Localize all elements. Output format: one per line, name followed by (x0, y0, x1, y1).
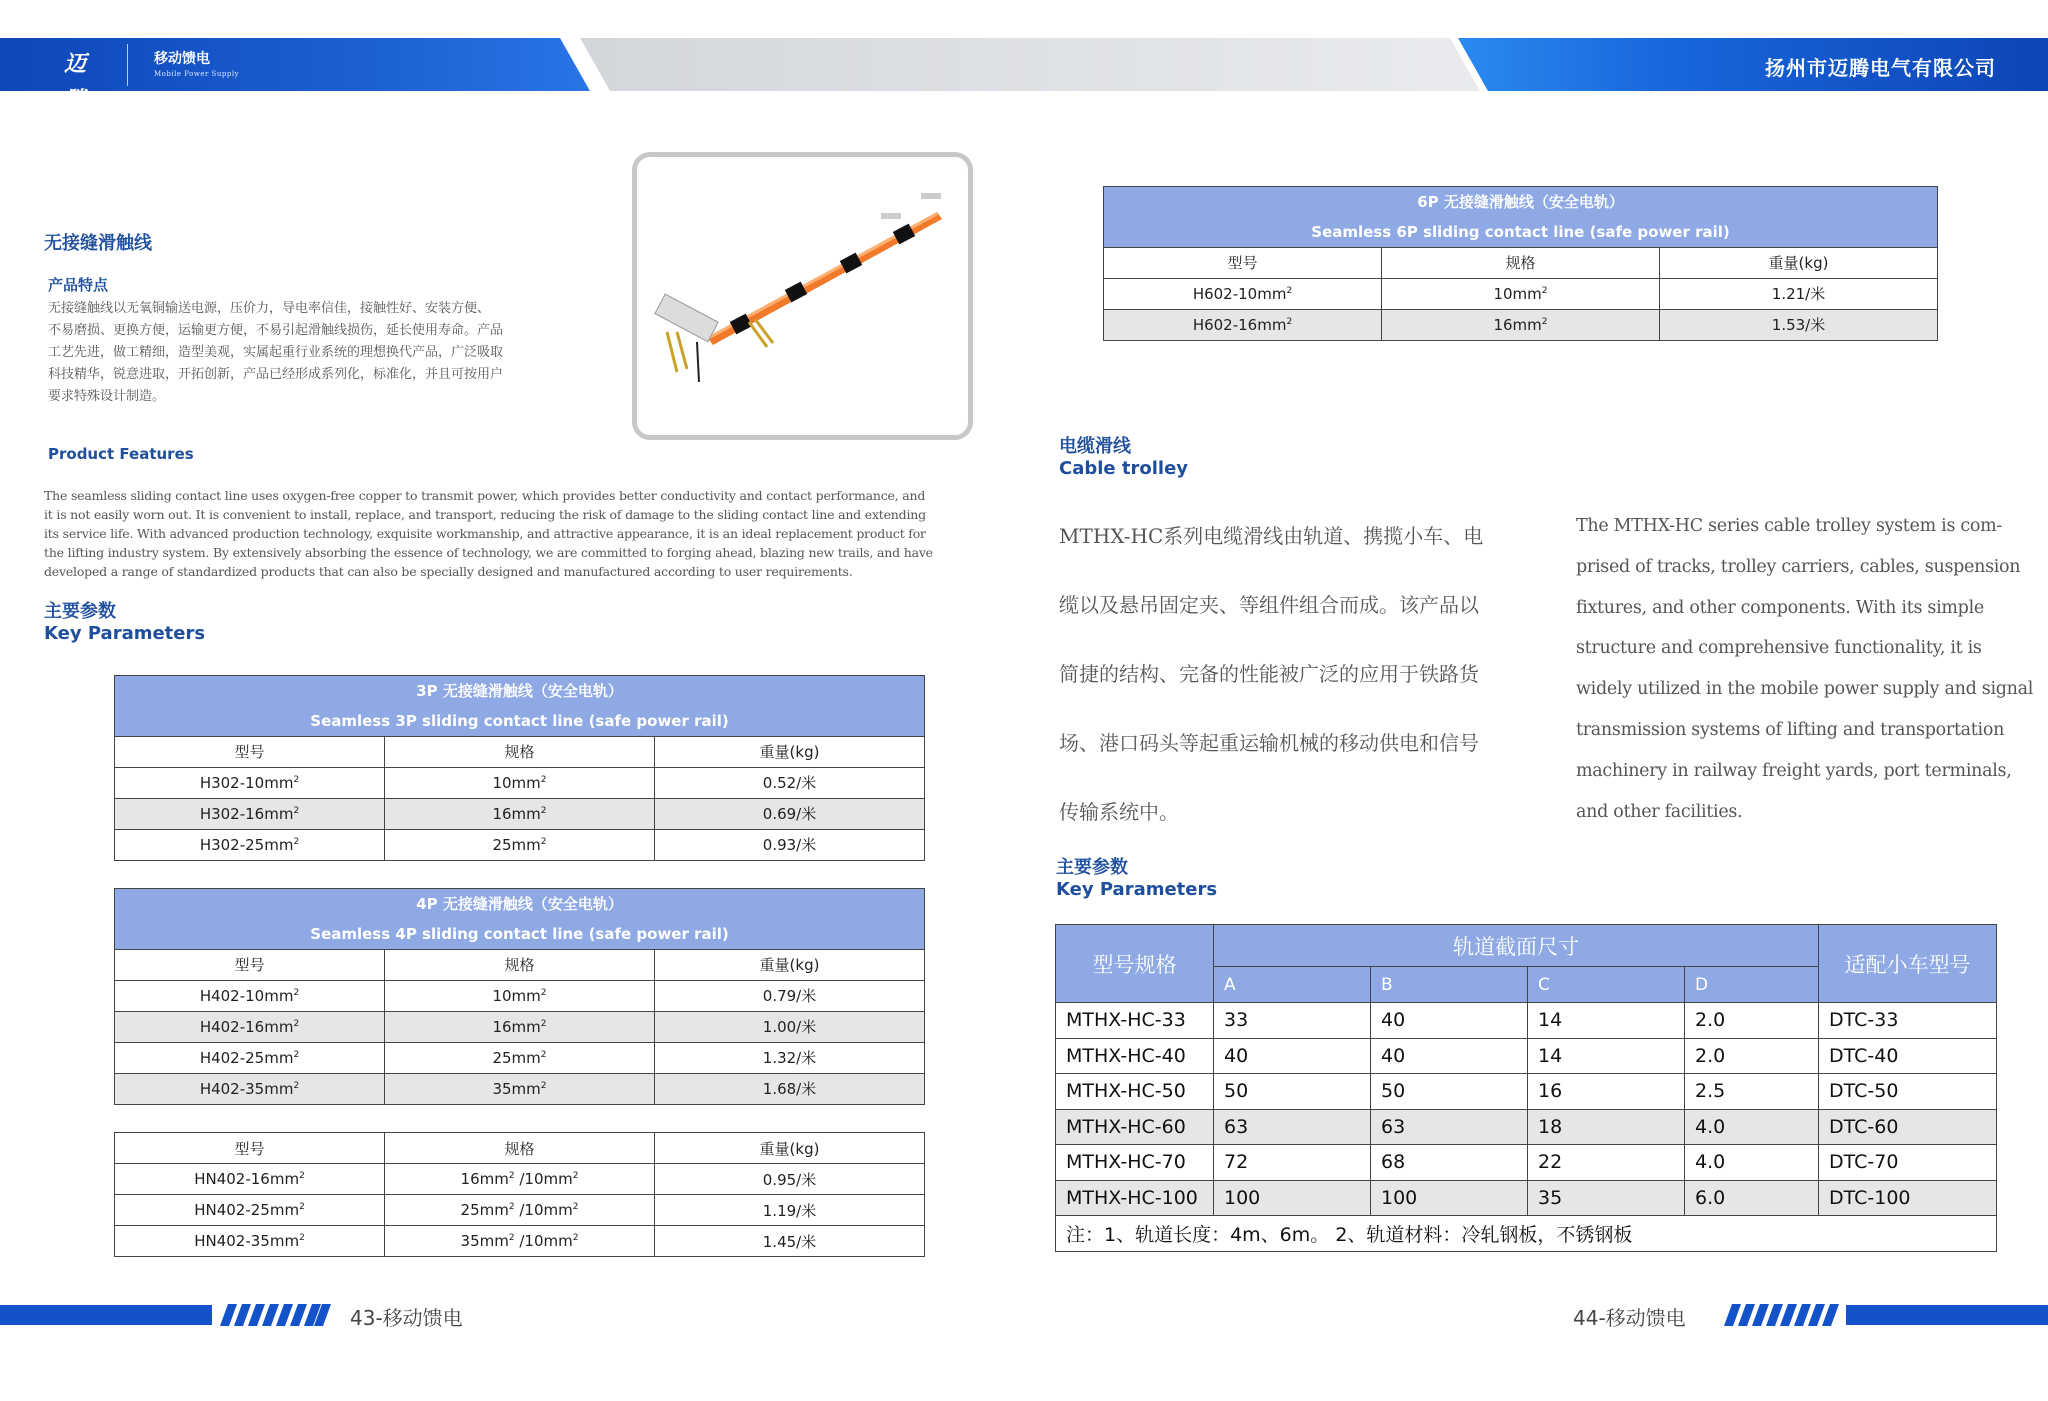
cell-d: 2.0 (1685, 1038, 1819, 1074)
col-weight: 重量(kg) (655, 736, 925, 767)
cell-d: 4.0 (1685, 1109, 1819, 1145)
table-row (115, 798, 925, 829)
cable-title-en: Cable trolley (1059, 458, 1189, 479)
cell-spec: $16mm^2$ (385, 798, 655, 829)
cable-params-en: Key Parameters (1056, 879, 1218, 900)
cell-c: 35 (1528, 1180, 1685, 1216)
col-track-dimensions: 轨道截面尺寸 (1214, 925, 1819, 967)
cell-weight: 1.00/米 (655, 1011, 925, 1042)
features-en-line: it is not easily worn out. It is convenient to install, replace, and transport, reducing the risk of damage to the sliding contact line and extending (44, 507, 926, 522)
col-spec: 规格 (385, 1133, 655, 1164)
table-4p-title-en: Seamless 4P sliding contact line (safe power rail) (115, 919, 925, 949)
table-row (1056, 1003, 1997, 1039)
cell-spec: $25mm^2$ (385, 829, 655, 860)
table-3p (114, 675, 925, 861)
header-subtitle: Mobile Power Supply (154, 70, 240, 78)
cell-weight: 0.95/米 (655, 1164, 925, 1195)
cell-b: 40 (1371, 1038, 1528, 1074)
table-3p-title-en: Seamless 3P sliding contact line (safe power rail) (115, 706, 925, 736)
features-cn-line: 科技精华，锐意进取，开拓创新，产品已经形成系列化，标准化，并且可按用户 (48, 367, 504, 382)
company-name: 扬州市迈腾电气有限公司 (1765, 56, 1996, 80)
cell-b: 40 (1371, 1003, 1528, 1039)
cell-spec: $10mm^2$ (385, 980, 655, 1011)
cell-b: 63 (1371, 1109, 1528, 1145)
cell-b: 50 (1371, 1074, 1528, 1110)
table-header-row (115, 736, 925, 767)
table-6p-title-en: Seamless 6P sliding contact line (safe power rail) (1104, 217, 1938, 247)
cell-model: $HN402-25mm^2$ (115, 1195, 385, 1226)
cell-spec: $10mm^2$ (385, 767, 655, 798)
cable-cn-line: 传输系统中。 (1059, 800, 1179, 824)
cell-a: 72 (1214, 1145, 1371, 1181)
features-en-paragraph (44, 486, 984, 581)
cell-model: $H602-16mm^2$ (1104, 309, 1382, 340)
table-header-row (115, 1133, 925, 1164)
cell-weight: 1.21/米 (1660, 278, 1938, 309)
footer-stripe (1822, 1304, 1839, 1326)
cell-b: 100 (1371, 1180, 1528, 1216)
cell-weight: 1.19/米 (655, 1195, 925, 1226)
col-a: A (1214, 967, 1371, 1003)
header-middle-band (580, 38, 1480, 91)
cell-d: 2.5 (1685, 1074, 1819, 1110)
cell-spec: $25mm^2$ (385, 1042, 655, 1073)
table-row (115, 980, 925, 1011)
cell-trolley: DTC-33 (1819, 1003, 1997, 1039)
cell-trolley: DTC-70 (1819, 1145, 1997, 1181)
col-model: 型号 (115, 736, 385, 767)
cell-spec: $10mm^2$ (1382, 278, 1660, 309)
features-cn-line: 要求特殊设计制造。 (48, 389, 166, 404)
cell-weight: 0.79/米 (655, 980, 925, 1011)
cell-model: $HN402-35mm^2$ (115, 1226, 385, 1257)
cell-trolley: DTC-50 (1819, 1074, 1997, 1110)
cell-model: MTHX-HC-50 (1056, 1074, 1214, 1110)
cell-spec: $35mm^2$ $/10mm^2$ (385, 1226, 655, 1257)
table-row (1056, 1180, 1997, 1216)
cable-cn-paragraph (1059, 502, 1539, 847)
page-number-right: 44-移动馈电 (1573, 1306, 1686, 1330)
cable-trolley-table (1055, 924, 1997, 1252)
cell-model: $H402-25mm^2$ (115, 1042, 385, 1073)
cell-a: 50 (1214, 1074, 1371, 1110)
table-4p-title-cn: 4P 无接缝滑触线（安全电轨） (115, 889, 925, 920)
features-cn-line: 无接缝触线以无氧铜输送电源，压价力，导电率信佳，接触性好、安装方便、 (48, 301, 491, 316)
cell-weight: 0.52/米 (655, 767, 925, 798)
col-spec: 规格 (385, 736, 655, 767)
cell-spec: $16mm^2$ (1382, 309, 1660, 340)
cable-en-line: structure and comprehensive functionality, it is (1576, 638, 1982, 659)
cell-c: 18 (1528, 1109, 1685, 1145)
cell-c: 14 (1528, 1038, 1685, 1074)
table-row (1104, 278, 1938, 309)
features-en-line: its service life. With advanced production technology, exquisite workmanship, and attractive appearance, it is an ideal replacement product for (44, 526, 926, 541)
cable-cn-line: 简捷的结构、完备的性能被广泛的应用于铁路货 (1059, 662, 1479, 686)
table-row (115, 1226, 925, 1257)
cable-title-cn: 电缆滑线 (1059, 436, 1131, 457)
col-model: 型号 (115, 1133, 385, 1164)
features-cn-line: 工艺先进，做工精细，造型美观，实属起重行业系统的理想换代产品，广泛吸取 (48, 345, 504, 360)
cell-d: 2.0 (1685, 1003, 1819, 1039)
features-cn-paragraph (48, 298, 608, 408)
table-row (1056, 1074, 1997, 1110)
footer-left-bar (0, 1305, 212, 1325)
cable-cn-line: MTHX-HC系列电缆滑线由轨道、携揽小车、电 (1059, 524, 1484, 548)
col-model: 型号 (1104, 247, 1382, 278)
sliding-contact-line-illustration (637, 157, 968, 435)
cable-params-cn: 主要参数 (1056, 857, 1128, 878)
cell-model: $HN402-16mm^2$ (115, 1164, 385, 1195)
header-divider (127, 44, 128, 86)
table-row (1056, 1145, 1997, 1181)
table-note-row (1056, 1216, 1997, 1252)
cell-model: MTHX-HC-100 (1056, 1180, 1214, 1216)
cell-spec: $35mm^2$ (385, 1073, 655, 1104)
cell-model: MTHX-HC-40 (1056, 1038, 1214, 1074)
cell-a: 33 (1214, 1003, 1371, 1039)
table-row (115, 1164, 925, 1195)
cable-en-line: The MTHX-HC series cable trolley system is com- (1576, 516, 2003, 536)
cell-spec: $25mm^2$ $/10mm^2$ (385, 1195, 655, 1226)
product-photo (632, 152, 973, 440)
table-row (115, 1042, 925, 1073)
params-cn-heading: 主要参数 (44, 601, 116, 622)
features-en-line: The seamless sliding contact line uses oxygen-free copper to transmit power, which provides better conductivity and contact performance, and (44, 488, 926, 503)
cable-en-paragraph (1576, 506, 2036, 832)
col-spec: 规格 (1382, 247, 1660, 278)
cell-trolley: DTC-60 (1819, 1109, 1997, 1145)
table-6p (1103, 186, 1938, 341)
cell-d: 6.0 (1685, 1180, 1819, 1216)
table-4p (114, 888, 925, 1105)
cell-model: MTHX-HC-33 (1056, 1003, 1214, 1039)
col-spec: 规格 (385, 949, 655, 980)
cell-model: $H302-10mm^2$ (115, 767, 385, 798)
cell-d: 4.0 (1685, 1145, 1819, 1181)
features-en-line: developed a range of standardized products that can also be specially designed and manufactured according to user requirements. (44, 564, 853, 579)
cell-model: MTHX-HC-60 (1056, 1109, 1214, 1145)
col-weight: 重量(kg) (655, 949, 925, 980)
table-header-row (115, 949, 925, 980)
col-b: B (1371, 967, 1528, 1003)
table-row (115, 1011, 925, 1042)
table-row (1104, 309, 1938, 340)
cell-model: $H402-35mm^2$ (115, 1073, 385, 1104)
cell-weight: 0.69/米 (655, 798, 925, 829)
col-model-spec: 型号规格 (1056, 925, 1214, 1003)
features-en-line: the lifting industry system. By extensively absorbing the essence of technology, we are committed to forging ahead, blazing new trails, and have (44, 545, 933, 560)
table-row (115, 829, 925, 860)
table-row (1056, 1109, 1997, 1145)
cell-spec: $16mm^2$ (385, 1011, 655, 1042)
features-cn-line: 不易磨损、更换方便，运输更方便，不易引起滑触线损伤，延长使用寿命。产品 (48, 323, 504, 338)
footer-right-bar (1846, 1305, 2048, 1325)
cable-en-line: transmission systems of lifting and transportation (1576, 719, 2005, 740)
params-en-heading: Key Parameters (44, 623, 206, 644)
table-header-row (1104, 247, 1938, 278)
features-en-heading: Product Features (48, 445, 194, 463)
cell-c: 14 (1528, 1003, 1685, 1039)
cell-c: 16 (1528, 1074, 1685, 1110)
cell-model: $H602-10mm^2$ (1104, 278, 1382, 309)
cable-en-line: machinery in railway freight yards, port terminals, (1576, 760, 2012, 781)
header-title: 移动馈电 (154, 51, 210, 67)
col-trolley-model: 适配小车型号 (1819, 925, 1997, 1003)
col-weight: 重量(kg) (655, 1133, 925, 1164)
cell-b: 68 (1371, 1145, 1528, 1181)
cell-spec: $16mm^2$ $/10mm^2$ (385, 1164, 655, 1195)
table-row (115, 767, 925, 798)
cable-cn-line: 缆以及悬吊固定夹、等组件组合而成。该产品以 (1059, 593, 1479, 617)
cell-a: 40 (1214, 1038, 1371, 1074)
col-d: D (1685, 967, 1819, 1003)
cell-weight: 1.68/米 (655, 1073, 925, 1104)
cell-c: 22 (1528, 1145, 1685, 1181)
cell-model: $H302-16mm^2$ (115, 798, 385, 829)
table-6p-title-cn: 6P 无接缝滑触线（安全电轨） (1104, 187, 1938, 218)
cell-model: MTHX-HC-70 (1056, 1145, 1214, 1181)
cell-model: $H402-10mm^2$ (115, 980, 385, 1011)
product-title: 无接缝滑触线 (44, 233, 152, 254)
cell-weight: 1.45/米 (655, 1226, 925, 1257)
company-logo: 迈腾 (64, 51, 87, 113)
table-row (115, 1073, 925, 1104)
table-3p-title-cn: 3P 无接缝滑触线（安全电轨） (115, 676, 925, 707)
cell-model: $H402-16mm^2$ (115, 1011, 385, 1042)
table-note: 注：1、轨道长度：4m、6m。 2、轨道材料：冷轧钢板，不锈钢板 (1056, 1216, 1997, 1252)
cable-en-line: and other facilities. (1576, 801, 1743, 822)
cable-en-line: fixtures, and other components. With its simple (1576, 597, 1984, 618)
page-number-left: 43-移动馈电 (350, 1306, 463, 1330)
cell-weight: 1.32/米 (655, 1042, 925, 1073)
cell-weight: 1.53/米 (1660, 309, 1938, 340)
table-header-row (1056, 925, 1997, 967)
cable-en-line: prised of tracks, trolley carriers, cables, suspension (1576, 556, 2021, 577)
cell-a: 100 (1214, 1180, 1371, 1216)
col-weight: 重量(kg) (1660, 247, 1938, 278)
cell-trolley: DTC-40 (1819, 1038, 1997, 1074)
cell-weight: 0.93/米 (655, 829, 925, 860)
cell-trolley: DTC-100 (1819, 1180, 1997, 1216)
cable-en-line: widely utilized in the mobile power supply and signal (1576, 679, 2034, 700)
col-c: C (1528, 967, 1685, 1003)
table-hn402 (114, 1132, 925, 1257)
cell-model: $H302-25mm^2$ (115, 829, 385, 860)
col-model: 型号 (115, 949, 385, 980)
features-cn-heading: 产品特点 (48, 276, 109, 294)
cell-a: 63 (1214, 1109, 1371, 1145)
table-row (115, 1195, 925, 1226)
cable-cn-line: 场、港口码头等起重运输机械的移动供电和信号 (1059, 731, 1479, 755)
table-row (1056, 1038, 1997, 1074)
